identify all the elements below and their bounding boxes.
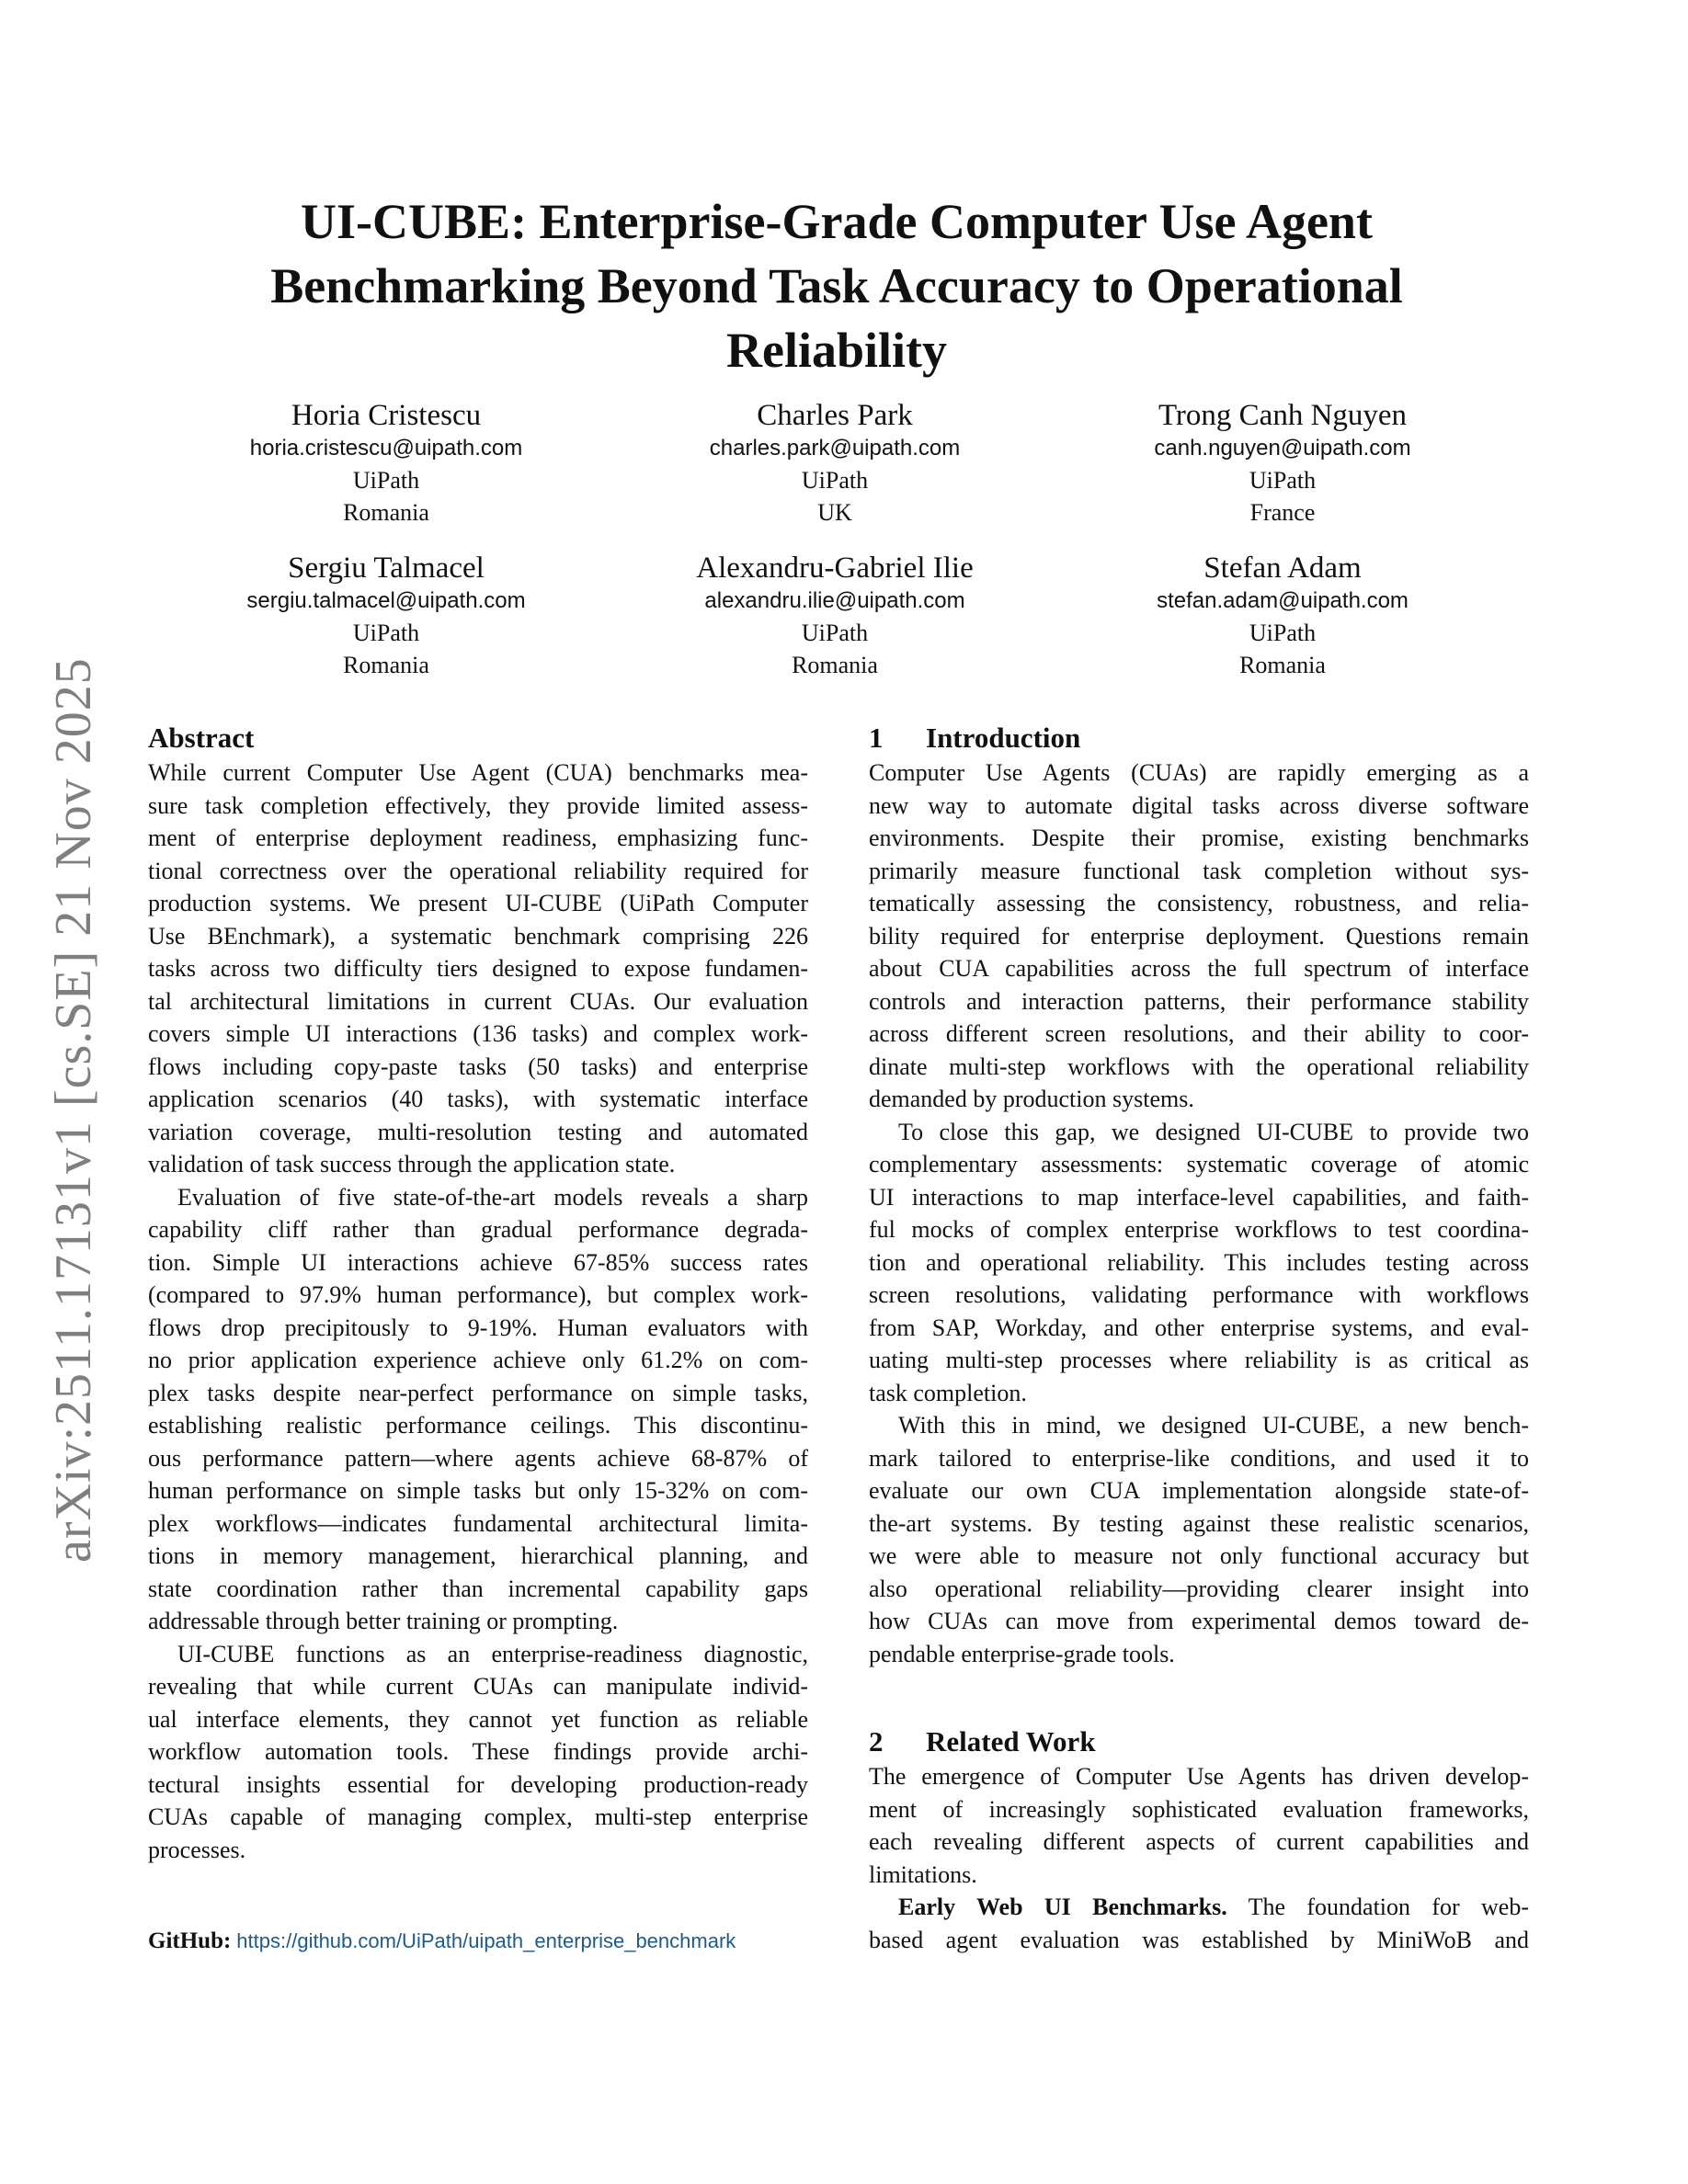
author-block [614,399,1055,529]
text-line: screen resolutions, validating performance with workflows [869,1281,1529,1308]
text-line: also operational reliability—providing clearer insight into [869,1575,1529,1602]
github-line [148,1928,736,1954]
text-line: ual interface elements, they cannot yet function as reliable [148,1705,808,1733]
text-line: ment of increasingly sophisticated evaluation frameworks, [869,1795,1529,1823]
text-line: limitations. [869,1860,977,1888]
author-country: Romania [792,652,878,678]
author-name: Trong Canh Nguyen [1158,399,1408,432]
text-line: tional correctness over the operational reliability required for [148,857,808,884]
text-line: With this in mind, we designed UI-CUBE, a new bench- [898,1412,1529,1439]
text-line: demanded by production systems. [869,1086,1194,1112]
author-affiliation: UiPath [801,467,869,494]
author-name: Charles Park [757,399,913,432]
author-name: Stefan Adam [1203,552,1362,585]
text-line: capability cliff rather than gradual performance degrada- [148,1216,808,1243]
text-line: UI-CUBE functions as an enterprise-readiness diagnostic, [177,1640,808,1667]
text-line: ous performance pattern—where agents achieve 68-87% of [148,1444,808,1472]
author-block [165,399,607,529]
text-line: tions in memory management, hierarchical planning, and [148,1542,808,1569]
title-line: Reliability [726,323,947,378]
text-line: UI interactions to map interface-level capabilities, and faith- [869,1183,1529,1211]
text-line: about CUA capabilities across the full spectrum of interface [869,955,1529,982]
github-label: GitHub: [148,1928,232,1953]
text-line: plex workflows—indicates fundamental architectural limita- [148,1509,808,1537]
text-line: variation coverage, multi-resolution testing and automated [148,1118,808,1145]
text-line: sure task completion effectively, they provide limited assess- [148,791,808,819]
author-block [1062,552,1503,681]
author-email: canh.nguyen@uipath.com [1154,436,1411,461]
text-line: tal architectural limitations in current CUAs. Our evaluation [148,987,808,1015]
text-line: dinate multi-step workflows with the operational reliability [869,1052,1529,1080]
text-line: new way to automate digital tasks across diverse software [869,791,1529,819]
author-email: charles.park@uipath.com [709,436,961,461]
text-line: bility required for enterprise deployment. Questions remain [869,922,1529,950]
text-line: based agent evaluation was established by MiniWoB and [869,1926,1529,1953]
text-line: from SAP, Workday, and other enterprise systems, and eval- [869,1314,1529,1341]
text-line: mark tailored to enterprise-like conditions, and used it to [869,1444,1529,1472]
author-affiliation: UiPath [352,620,420,646]
text-line: flows drop precipitously to 9-19%. Human evaluators with [148,1314,808,1341]
text-line: across different screen resolutions, and their ability to coor- [869,1020,1529,1047]
text-line: Use BEnchmark), a systematic benchmark comprising 226 [148,922,808,950]
author-block [165,552,607,681]
text-line: flows including copy-paste tasks (50 tasks) and enterprise [148,1052,808,1080]
text-line: plex tasks despite near-perfect performance on simple tasks, [148,1379,808,1406]
author-email: alexandru.ilie@uipath.com [704,588,965,613]
text-line: The emergence of Computer Use Agents has driven develop- [869,1763,1529,1790]
author-affiliation: UiPath [1249,620,1317,646]
text-line: tectural insights essential for developing production-ready [148,1770,808,1798]
arxiv-identifier-stamp: arXiv:2511.17131v1 [cs.SE] 21 Nov 2025 [45,657,102,1563]
text-line: tematically assessing the consistency, robustness, and relia- [869,890,1529,916]
section-title: Related Work [926,1725,1096,1757]
text-line: tion and operational reliability. This includes testing across [869,1248,1529,1276]
paragraph-text: The foundation for web- [1226,1894,1530,1920]
author-email: sergiu.talmacel@uipath.com [246,588,526,613]
text-line: revealing that while current CUAs can manipulate individ- [148,1673,808,1700]
title-line: UI-CUBE: Enterprise-Grade Computer Use Agent [301,194,1373,249]
introduction-heading [869,720,1529,756]
text-line: application scenarios (40 tasks), with systematic interface [148,1086,808,1112]
text-line: controls and interaction patterns, their performance stability [869,987,1529,1015]
author-country: Romania [343,499,429,526]
abstract-heading: Abstract [148,722,255,754]
text-line: complementary assessments: systematic coverage of atomic [869,1151,1529,1177]
related-work-heading [869,1723,1529,1760]
text-line: covers simple UI interactions (136 tasks) and complex work- [148,1020,808,1047]
section-title: Introduction [926,722,1081,754]
author-country: France [1249,499,1316,526]
text-line: To close this gap, we designed UI-CUBE to provide two [898,1118,1529,1145]
text-line: evaluate our own CUA implementation alongside state-of- [869,1477,1529,1504]
text-line: workflow automation tools. These findings provide archi- [148,1738,808,1765]
author-email: stefan.adam@uipath.com [1157,588,1409,613]
text-line: the-art systems. By testing against these realistic scenarios, [869,1509,1529,1537]
text-line: environments. Despite their promise, existing benchmarks [869,825,1529,851]
text-line: pendable enterprise-grade tools. [869,1640,1175,1667]
introduction-body [869,756,1529,1670]
text-line: processes. [148,1836,246,1863]
text-line: primarily measure functional task completion without sys- [869,857,1529,884]
author-block [1062,399,1503,529]
text-line: ment of enterprise deployment readiness, emphasizing func- [148,825,808,851]
text-line: ful mocks of complex enterprise workflows to test coordina- [869,1216,1529,1243]
introduction-section [869,720,1529,1670]
author-block [614,552,1055,681]
text-line: validation of task success through the application state. [148,1151,676,1177]
author-affiliation: UiPath [352,467,420,494]
text-line: task completion. [869,1379,1027,1406]
related-work-body [869,1760,1529,1956]
section-number: 1 [869,722,884,754]
author-affiliation: UiPath [801,620,869,646]
text-line: CUAs capable of managing complex, multi-step enterprise [148,1803,808,1830]
section-number: 2 [869,1725,884,1757]
text-line: Evaluation of five state-of-the-art models reveals a sharp [177,1183,808,1211]
author-country: Romania [343,652,429,678]
text-line: how CUAs can move from experimental demos toward de- [869,1608,1529,1634]
text-line: tasks across two difficulty tiers designed to expose fundamen- [148,955,808,982]
abstract-section [148,720,808,1866]
author-name: Alexandru-Gabriel Ilie [696,552,974,585]
author-country: Romania [1239,652,1326,678]
text-line: each revealing different aspects of current capabilities and [869,1828,1529,1855]
text-line: tion. Simple UI interactions achieve 67-85% success rates [148,1248,808,1276]
text-line: we were able to measure not only functional accuracy but [869,1542,1529,1569]
github-link[interactable]: https://github.com/UiPath/uipath_enterprise_benchmark [236,1929,736,1952]
author-affiliation: UiPath [1249,467,1317,494]
title-line: Benchmarking Beyond Task Accuracy to Operational [270,258,1403,313]
related-work-section [869,1723,1529,1956]
paper-title [147,189,1526,382]
text-line: production systems. We present UI-CUBE (UiPath Computer [148,890,808,916]
text-line [869,1891,1529,1924]
author-name: Horia Cristescu [291,399,482,432]
paragraph-lead: Early Web UI Benchmarks. [898,1894,1227,1920]
author-name: Sergiu Talmacel [288,552,485,585]
text-line: (compared to 97.9% human performance), but complex work- [148,1281,808,1308]
text-line: no prior application experience achieve only 61.2% on com- [148,1347,808,1373]
text-line: addressable through better training or prompting. [148,1608,619,1634]
text-line: Computer Use Agents (CUAs) are rapidly emerging as a [869,759,1529,786]
text-line: human performance on simple tasks but only 15-32% on com- [148,1477,808,1504]
text-line: establishing realistic performance ceilings. This discontinu- [148,1412,808,1439]
author-email: horia.cristescu@uipath.com [249,436,523,461]
abstract-body [148,756,808,1866]
text-line: state coordination rather than incremental capability gaps [148,1575,808,1602]
text-line: While current Computer Use Agent (CUA) benchmarks mea- [148,759,808,786]
text-line: uating multi-step processes where reliability is as critical as [869,1347,1529,1373]
author-country: UK [817,499,852,526]
